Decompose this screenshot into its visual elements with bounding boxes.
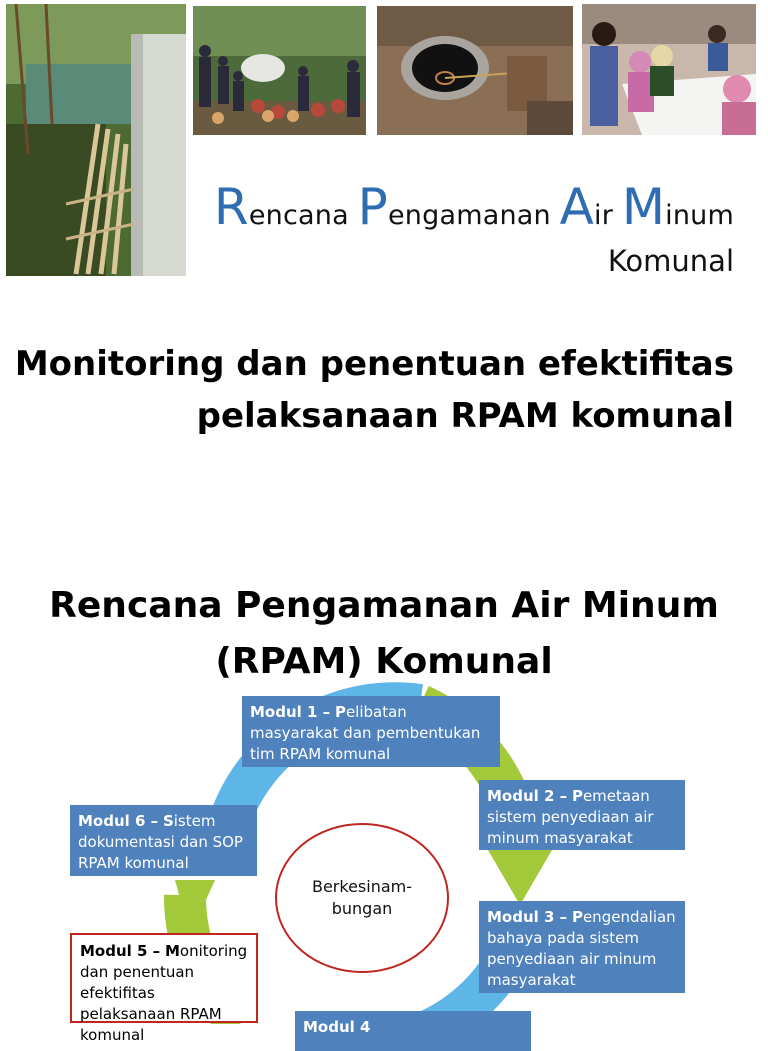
cycle-arrowhead-2: [488, 850, 552, 905]
cycle-center-line1: Berkesinam-: [311, 877, 413, 896]
module-6-box: [70, 805, 257, 876]
module-2-box: [479, 780, 685, 850]
title-word-air: ir: [594, 200, 614, 231]
module-4-label: Modul 4: [303, 1018, 371, 1036]
title-word-minum: inum: [665, 200, 734, 231]
section-heading-line2: (RPAM) Komunal: [215, 641, 553, 682]
module-3-box: [479, 901, 685, 993]
module-6-text: istem dokumentasi dan SOP RPAM komunal: [78, 812, 243, 872]
title-word-rencana: encana: [248, 200, 349, 231]
module-heading-line1: Monitoring dan penentuan efektifitas: [14, 344, 734, 384]
module-5-box: [70, 933, 258, 1044]
cycle-center-label: [276, 876, 448, 920]
module-5-label: Modul 5 –: [80, 942, 161, 960]
title-initial-r: R: [213, 178, 249, 236]
cycle-center-line2: bungan: [331, 899, 393, 918]
module-2-initial: P: [571, 787, 583, 805]
module-3-initial: P: [571, 908, 583, 926]
module-3-text: engendalian bahaya pada sistem penyediaan air minum masyarakat: [487, 908, 676, 989]
presentation-subtitle: Komunal: [607, 244, 734, 278]
module-3-label: Modul 3 –: [487, 908, 568, 926]
module-1-text: elibatan masyarakat dan pembentukan tim RPAM komunal: [250, 703, 481, 763]
module-1-label: Modul 1 –: [250, 703, 331, 721]
title-initial-a: A: [559, 178, 595, 236]
module-1-box: [242, 696, 500, 767]
module-5-text: onitoring dan penentuan efektifitas pelaksanaan RPAM komunal: [80, 942, 248, 1044]
module-5-initial: M: [164, 942, 180, 960]
module-6-label: Modul 6 –: [78, 812, 159, 830]
module-6-initial: S: [162, 812, 174, 830]
section-heading-line1: Rencana Pengamanan Air Minum: [49, 585, 719, 626]
module-2-label: Modul 2 –: [487, 787, 568, 805]
module-1-initial: P: [334, 703, 346, 721]
title-initial-p: P: [357, 178, 388, 236]
module-4-box: [295, 1011, 531, 1051]
title-initial-m: M: [621, 178, 666, 236]
module-heading-line2: pelaksanaan RPAM komunal: [196, 396, 734, 436]
title-word-pengamanan: engamanan: [387, 200, 551, 231]
module-2-text: emetaan sistem penyediaan air minum masyarakat: [487, 787, 654, 847]
